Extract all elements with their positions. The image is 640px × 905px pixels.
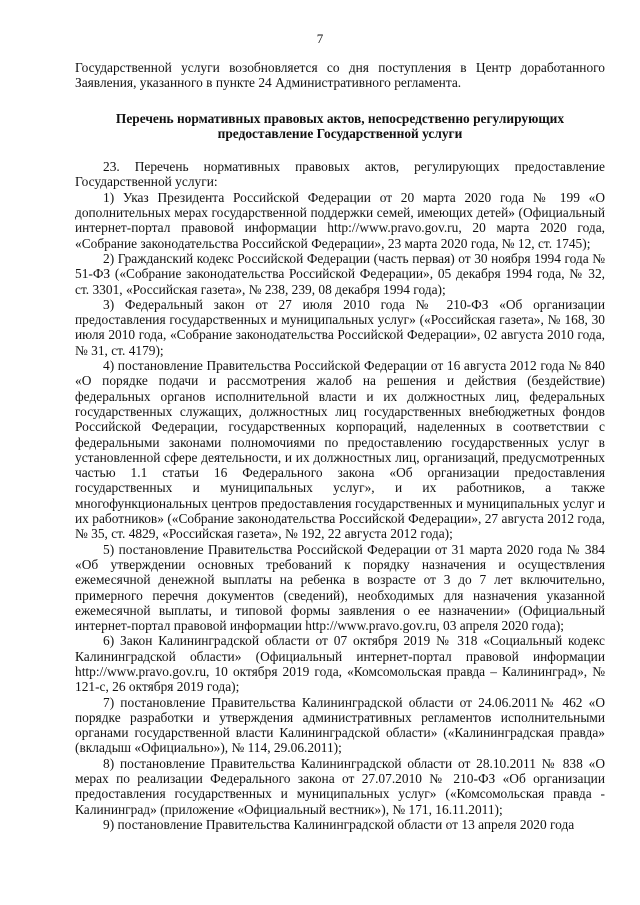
page-number: 7 bbox=[316, 31, 324, 46]
intro-paragraph: Государственной услуги возобновляется со дня поступления в Центр доработанного Заявления, указанного в пункте 24 Административного регламента. bbox=[75, 60, 605, 91]
document-body bbox=[75, 60, 605, 832]
list-item-3: 3) Федеральный закон от 27 июля 2010 года № 210-ФЗ «Об организации предоставления государственных и муниципальных услуг» («Российская газета», № 168, 30 июля 2010 года, «Собрание законодательства Российской Федерации», 02 августа 2010 года, № 31, ст. 4179); bbox=[75, 296, 605, 358]
list-item-1: 1) Указ Президента Российской Федерации от 20 марта 2020 года № 199 «О дополнительных мерах государственной поддержки семей, имеющих детей» (Официальный интернет-портал правовой информации http://www.pravo.gov.ru, 20 марта 2020 года, «Собрание законодательства Российской Федерации», 23 марта 2020 года, № 12, ст. 1745); bbox=[75, 189, 605, 251]
list-item-4: 4) постановление Правительства Российской Федерации от 16 августа 2012 года № 840 «О порядке подачи и рассмотрения жалоб на решения и действия (бездействие) федеральных органов исполнительной власти и их должностных лиц, федеральных государственных служащих, должностных лиц государственных внебюджетных фондов Российской Федерации, государственных корпораций, наделенных в соответствии с федеральными законами полномочиями по предоставлению государственных услуг в установленной сфере деятельности, и их должностных лиц, организаций, предусмотренных частью 1.1 статьи 16 Федерального закона «Об организации предоставления государственных и муниципальных услуг», и их работников, а также многофункциональных центров предоставления государственных и муниципальных услуг и их работников» («Собрание законодательства Российской Федерации», 27 августа 2012 года, № 35, ст. 4829, «Российская газета», № 192, 22 августа 2012 года); bbox=[75, 358, 605, 542]
paragraph-23: 23. Перечень нормативных правовых актов, регулирующих предоставление Государственной услуги: bbox=[75, 159, 605, 190]
section-title: Перечень нормативных правовых актов, непосредственно регулирующих предоставление Государственной услуги bbox=[115, 110, 565, 141]
list-item-7: 7) постановление Правительства Калининградской области от 24.06.2011№ 462 «О порядке разработки и утверждения административных регламентов исполнительными органами государственной власти Калининградской области» («Калининградская правда» (вкладыш «Официально»), № 114, 29.06.2011); bbox=[75, 694, 605, 756]
list-item-9: 9) постановление Правительства Калининградской области от 13 апреля 2020 года bbox=[103, 816, 575, 832]
list-item-8: 8) постановление Правительства Калининградской области от 28.10.2011 № 838 «О мерах по реализации Федерального закона от 27.07.2010 № 210-ФЗ «Об организации предоставления государственных и муниципальных услуг» («Комсомольская правда - Калининград» (приложение «Официальный вестник»), № 171, 16.11.2011); bbox=[75, 755, 605, 817]
list-item-6: 6) Закон Калининградской области от 07 октября 2019 № 318 «Социальный кодекс Калининградской области» (Официальный интернет-портал правовой информации http://www.pravo.gov.ru, 10 октября 2019 года, «Комсомольская правда – Калининград», № 121-с, 26 октября 2019 года); bbox=[75, 633, 605, 695]
list-item-2: 2) Гражданский кодекс Российской Федерации (часть первая) от 30 ноября 1994 года № 51-ФЗ («Собрание законодательства Российской Федерации», 05 декабря 1994 года, № 32, ст. 3301, «Российская газета», № 238, 239, 08 декабря 1994 года); bbox=[75, 250, 605, 297]
list-item-5: 5) постановление Правительства Российской Федерации от 31 марта 2020 года № 384 «Об утверждении основных требований к порядку назначения и осуществления ежемесячной денежной выплаты на ребенка в возрасте от 3 до 7 лет включительно, примерного перечня документов (сведений), необходимых для назначения указанной ежемесячной выплаты, и типовой формы заявления о ее назначении» (Официальный интернет-портал правовой информации http://www.pravo.gov.ru, 03 апреля 2020 года); bbox=[75, 541, 605, 634]
